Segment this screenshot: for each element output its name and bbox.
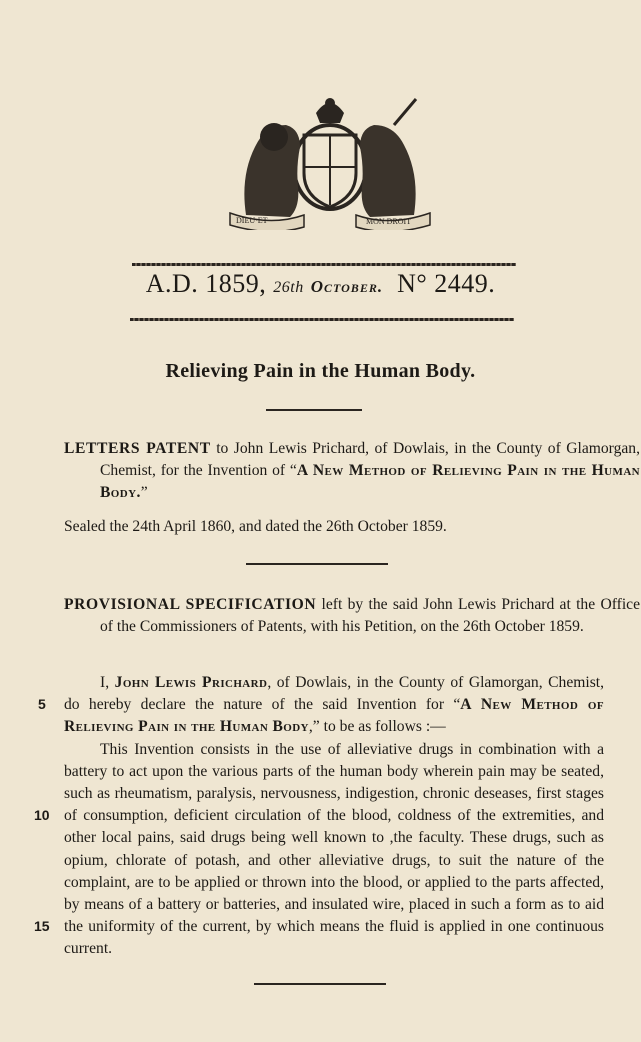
year: 1859,	[205, 269, 267, 298]
number-prefix: N°	[397, 269, 428, 298]
inventor-name: John Lewis Prichard	[114, 674, 268, 691]
ad-label: A.D.	[145, 269, 199, 298]
provisional-text: left by the said John Lewis Prichard at the Office of the Commissioners of Patents, with his Petition, on the 26th October 1859.	[100, 596, 640, 635]
motto-left: DIEU·ET	[236, 216, 268, 225]
date-day: 26th	[273, 279, 304, 296]
patent-number: 2449.	[434, 269, 496, 298]
short-rule	[266, 409, 362, 411]
line-number-5: 5	[38, 696, 46, 712]
date-month: October.	[310, 277, 384, 296]
provisional-paragraph	[64, 594, 640, 638]
header-bottom-rule	[130, 318, 514, 321]
letters-patent-paragraph	[64, 438, 640, 504]
crest-graphic	[226, 95, 434, 230]
page-title: Relieving Pain in the Human Body.	[165, 360, 476, 382]
body-p1-mid: , of Dowlais, in the County of Glamorgan, Chemist, do hereby declare the nature of the said Invention for “	[64, 674, 605, 714]
patent-header	[0, 269, 641, 299]
body-p1-start: I,	[100, 674, 115, 691]
body-p1-end: ,” to be as follows :—	[308, 718, 446, 736]
royal-coat-of-arms-icon	[226, 95, 434, 230]
letters-patent-text: to John Lewis Prichard, of Dowlais, in the County of Glamorgan, Chemist, for the Invention of “	[100, 440, 641, 479]
quote-close: ”	[140, 484, 148, 501]
line-number-10: 10	[34, 807, 50, 823]
body-paragraph-1	[64, 672, 604, 739]
body-paragraph-2: This Invention consists in the use of alleviative drugs in combination with a battery to act upon the various parts of the human body wherein pain may be seated, such as rheumatism, paralysis, nervousness, indigestion, chronic deseases, first stages of consumption, deficient circulation of the blood, coldness of the extremities, and other local pains, said drugs being well known to ,the faculty. These drugs, such as opium, chlorate of potash, and other alleviative drugs, to suit the nature of the complaint, are to be applied or thrown into the blood, or applied to the parts affected, by means of a battery or batteries, and insulated wire, placed in such a form as to aid the uniformity of the current, by which means the fluid is applied in one continuous current.	[64, 740, 604, 958]
invention-title: A New Method of Relieving Pain in the Human Body.	[100, 462, 641, 501]
body-invention-title: A New Method of Relieving Pain in the Human Body	[64, 696, 604, 736]
footer-rule	[254, 983, 386, 985]
line-number-15: 15	[34, 918, 50, 934]
sealed-line: Sealed the 24th April 1860, and dated the 26th October 1859.	[64, 518, 447, 535]
motto-right: MON DROIT	[366, 217, 412, 226]
letters-patent-lead: LETTERS PATENT	[64, 440, 211, 457]
top-rule	[132, 263, 516, 266]
provisional-lead: PROVISIONAL SPECIFICATION	[64, 596, 317, 613]
specification-body	[64, 672, 604, 961]
section-rule	[246, 563, 388, 565]
